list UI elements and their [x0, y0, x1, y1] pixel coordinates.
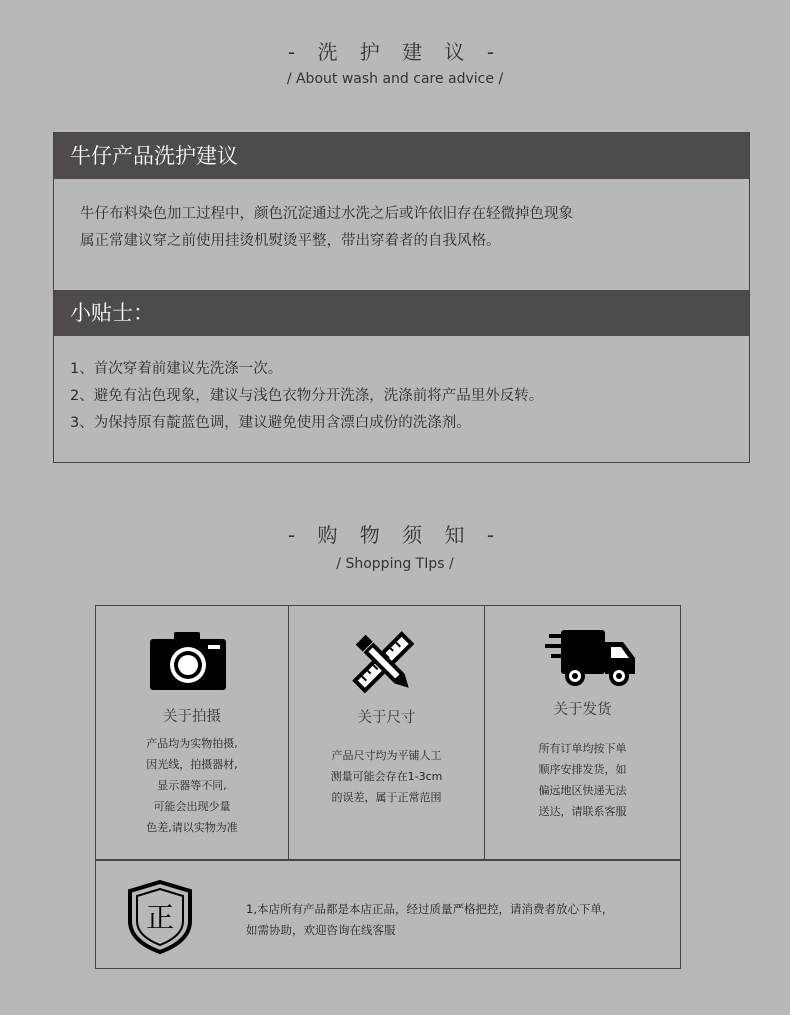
delivery-truck-icon — [545, 628, 639, 690]
tip-item: 3、为保持原有靛蓝色调，建议避免使用含漂白成份的洗涤剂。 — [70, 415, 471, 431]
photo-info-title: 关于拍摄 — [163, 709, 221, 725]
tips-list — [70, 356, 543, 437]
care-paragraph — [80, 201, 573, 255]
care-section-subtitle: / About wash and care advice / — [286, 71, 504, 87]
size-info-text — [289, 745, 484, 808]
tip-item: 2、避免有沾色现象，建议与浅色衣物分开洗涤，洗涤前将产品里外反转。 — [70, 388, 544, 404]
photo-info-text — [96, 733, 288, 838]
care-paragraph-line: 属正常建议穿之前使用挂烫机熨烫平整，带出穿着者的自我风格。 — [80, 233, 501, 249]
shopping-section-subtitle: / Shopping TIps / — [336, 556, 454, 572]
shipping-info-line: 偏远地区快递无法 — [538, 784, 627, 797]
shipping-info-line: 送达，请联系客服 — [538, 805, 627, 818]
shipping-info-line: 所有订单均按下单 — [538, 742, 627, 755]
size-info-title: 关于尺寸 — [357, 710, 416, 726]
care-header-title: 牛仔产品洗护建议 — [70, 144, 238, 168]
guarantee-line: 如需协助，欢迎咨询在线客服 — [246, 923, 396, 937]
guarantee-text — [246, 899, 606, 941]
photo-info-column — [96, 606, 289, 859]
shopping-section-title: - 购 物 须 知 - — [287, 523, 503, 547]
authentic-badge-char: 正 — [145, 901, 175, 934]
size-info-column — [289, 606, 485, 859]
tip-item: 1、首次穿着前建议先洗涤一次。 — [70, 361, 283, 377]
shipping-info-column — [485, 606, 680, 859]
size-info-line: 的误差，属于正常范围 — [331, 791, 442, 804]
tips-header-title: 小贴士： — [70, 301, 154, 325]
tips-header-bar — [54, 290, 749, 336]
size-info-line: 产品尺寸均为平铺人工 — [331, 749, 442, 762]
care-header-bar — [54, 133, 749, 179]
shopping-tips-box — [95, 605, 681, 969]
photo-info-line: 显示器等不同, — [157, 779, 227, 792]
camera-icon — [148, 630, 228, 692]
guarantee-line: 1,本店所有产品都是本店正品，经过质量严格把控，请消费者放心下单, — [246, 902, 606, 916]
photo-info-line: 因光线，拍摄器材, — [146, 758, 238, 771]
authentic-shield-icon — [126, 879, 194, 955]
authentic-guarantee-row — [96, 859, 680, 968]
shipping-info-text — [485, 738, 680, 822]
care-paragraph-line: 牛仔布料染色加工过程中，颜色沉淀通过水洗之后或许依旧存在轻微掉色现象 — [80, 206, 573, 222]
shipping-info-line: 顺序安排发货，如 — [538, 763, 627, 776]
photo-info-line: 可能会出现少量 — [153, 800, 231, 813]
care-advice-box — [53, 132, 750, 463]
care-section-title: - 洗 护 建 议 - — [287, 40, 503, 64]
ruler-pencil-icon — [347, 628, 421, 698]
shipping-info-title: 关于发货 — [553, 702, 612, 718]
photo-info-line: 色差,请以实物为准 — [146, 821, 238, 834]
size-info-line: 测量可能会存在1-3cm — [330, 770, 443, 783]
photo-info-line: 产品均为实物拍摄, — [146, 737, 238, 750]
